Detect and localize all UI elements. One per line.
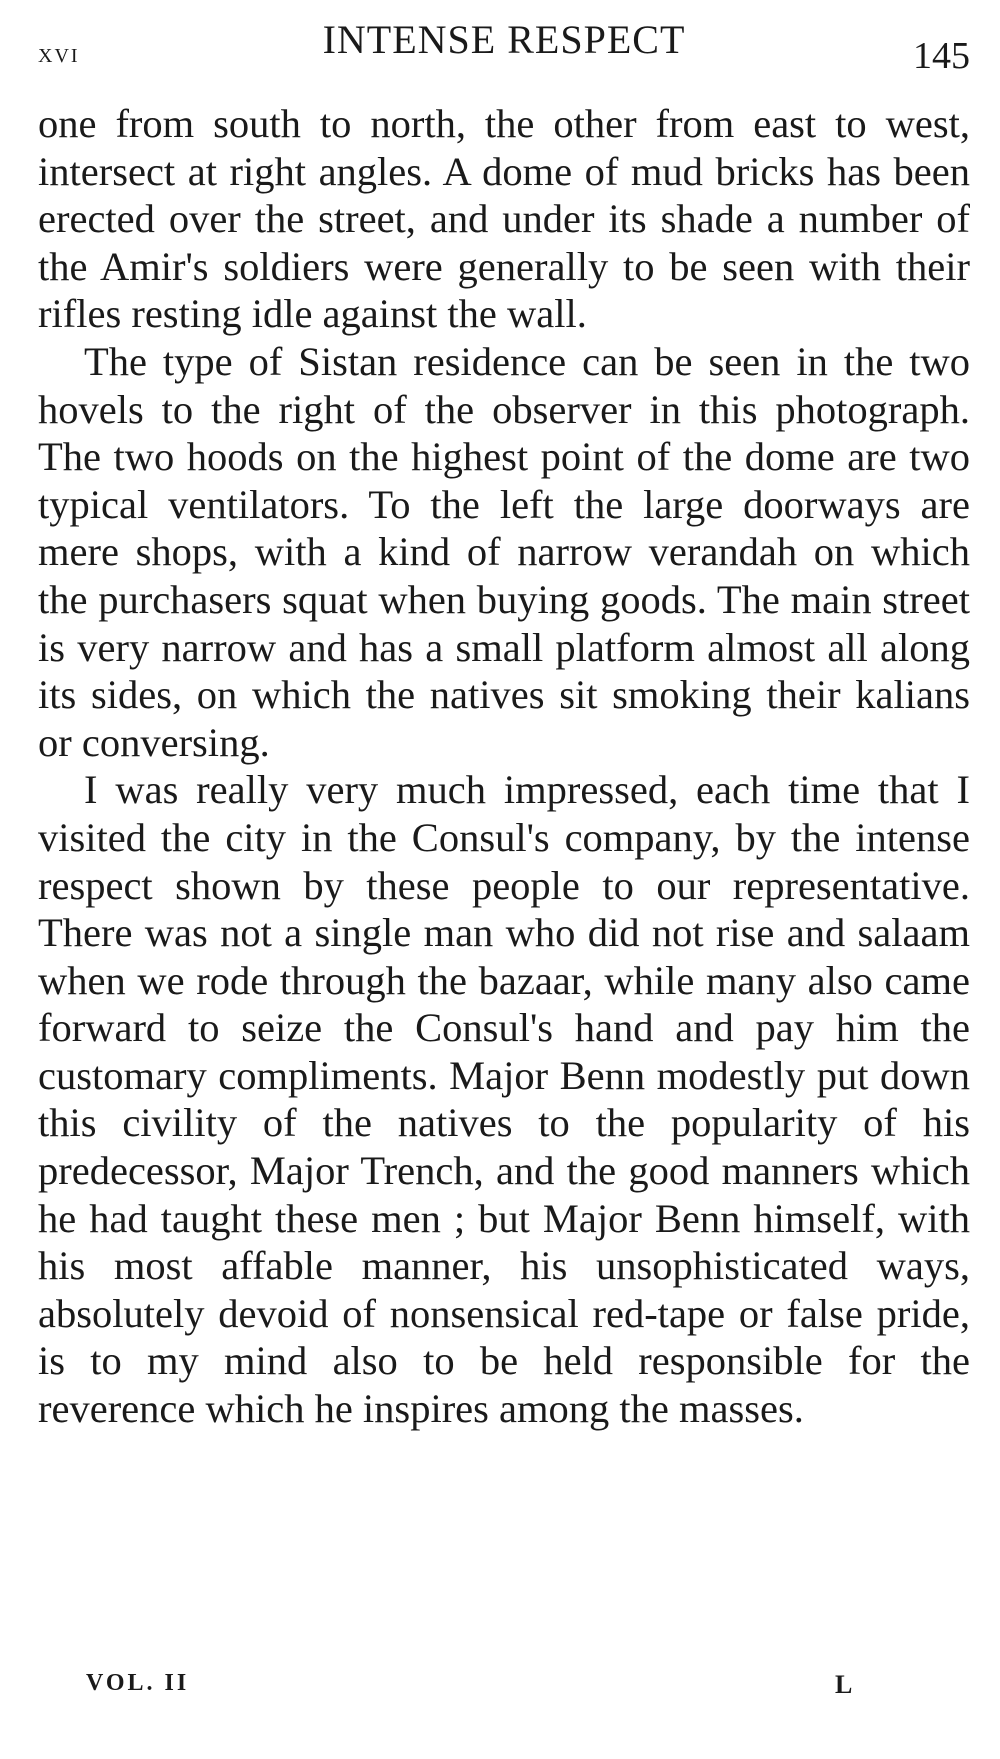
chapter-number: xvi	[38, 38, 80, 69]
body-text	[38, 100, 970, 1433]
paragraph: I was really very much impressed, each time that I visited the city in the Consul's company, by the intense respect shown by these people to our representative. There was not a single man who did not rise and salaam when we rode through the bazaar, while many also came forward to seize the Consul's hand and pay him the customary compliments. Major Benn modestly put down this civility of the natives to the popularity of his predecessor, Major Trench, and the good manners which he had taught these men ; but Major Benn himself, with his most affable manner, his unsophisticated ways, absolutely devoid of nonsensical red-tape or false pride, is to my mind also to be held responsible for the reverence which he inspires among the masses.	[38, 767, 970, 1432]
paragraph: The type of Sistan residence can be seen in the two hovels to the right of the observer in this photograph. The two hoods on the highest point of the dome are two typical ventilators. To the left the large doorways are mere shops, with a kind of narrow verandah on which the purchasers squat when buying goods. The main street is very narrow and has a small platform almost all along its sides, on which the natives sit smoking their kalians or conversing.	[38, 338, 970, 765]
running-head	[38, 16, 970, 76]
paragraph: one from south to north, the other from east to west, intersect at right angles. A dome of mud bricks has been erected over the street, and under its shade a number of the Amir's soldiers were generally to be seen with their rifles resting idle against the wall.	[38, 101, 970, 337]
running-title: INTENSE RESPECT	[322, 17, 686, 62]
book-page	[38, 0, 970, 1759]
volume-signature: VOL. II	[86, 1670, 190, 1696]
page-number: 145	[913, 35, 970, 77]
signature-mark: L	[835, 1670, 853, 1699]
